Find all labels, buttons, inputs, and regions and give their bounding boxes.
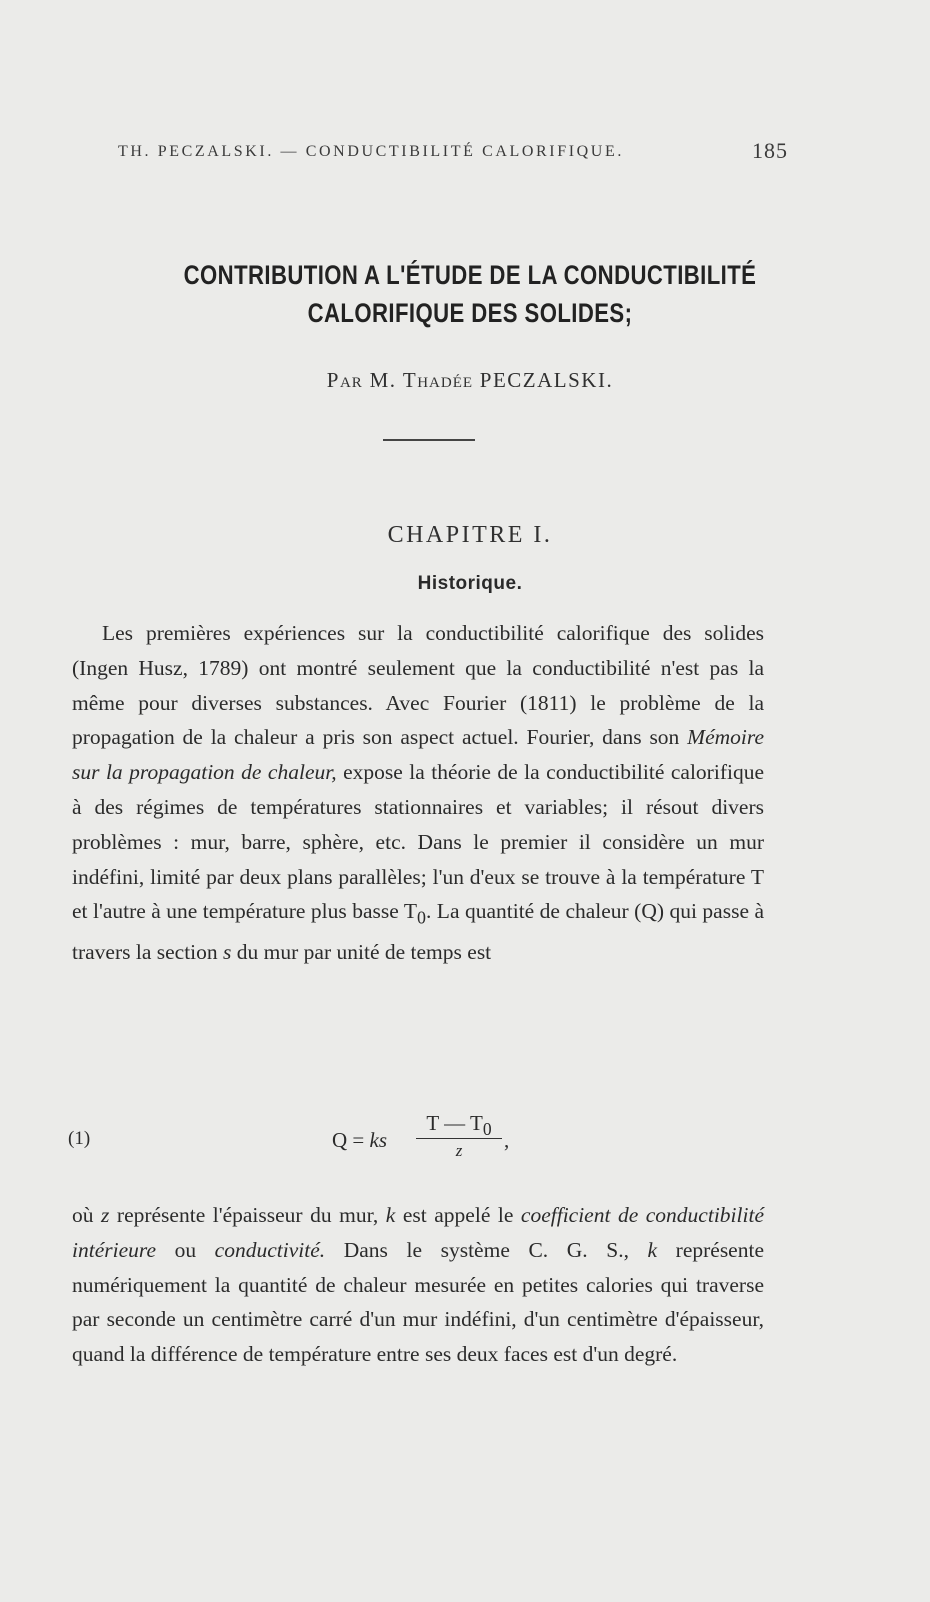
equation-lhs (332, 1128, 387, 1153)
equation-comma: , (504, 1128, 510, 1152)
p1-subscript-0: 0 (417, 907, 426, 928)
p2-text-c: est appelé le (395, 1203, 521, 1227)
author-line (100, 368, 840, 393)
title-line-2: CALORIFIQUE DES SOLIDES; (307, 298, 633, 328)
paragraph-1 (72, 616, 764, 970)
p1-text-c: . La quantité de chaleur (Q) qui passe à travers la section (72, 899, 765, 965)
article-title (167, 256, 774, 332)
title-line-1: CONTRIBUTION A L'ÉTUDE DE LA CONDUCTIBILITÉ (183, 260, 757, 290)
author-first-cap: T (402, 368, 418, 392)
eq-q: Q = (332, 1128, 370, 1152)
chapter-heading: CHAPITRE I. (387, 522, 553, 548)
paragraph-2 (72, 1198, 764, 1372)
p2-symbol-z: z (101, 1203, 110, 1227)
p2-term-coefficient: coefficient de conductibilité intérieure (72, 1203, 764, 1262)
author-surname: PECZALSKI. (479, 368, 614, 392)
fraction-numerator (416, 1111, 502, 1140)
page-number: 185 (752, 138, 788, 163)
p1-text-d: du mur par unité de temps est (231, 940, 492, 965)
fraction-denominator: z (455, 1141, 463, 1160)
p2-term-conductivite: conductivité. (214, 1237, 326, 1262)
running-head-text: TH. PECZALSKI. — CONDUCTIBILITÉ CALORIFIQUE. (118, 143, 624, 160)
equation-fraction (416, 1112, 502, 1160)
p2-text-b: représente l'épaisseur du mur, (109, 1203, 386, 1227)
title-divider (383, 439, 475, 441)
equation-1 (60, 1112, 780, 1172)
p1-text-a: Les premières expériences sur la conductibilité calorifique des solides (Ingen Husz, 1789) ont montré seulement que la conductibilité n'est pas la même pour diverses substances. Avec Fourier (1811) le problème de la propagation de la chaleur a pris son aspect actuel. Fourier, dans son (72, 621, 764, 750)
p2-symbol-k2: k (647, 1237, 658, 1262)
p1-memoire-title: Mémoire sur la propagation de chaleur, (72, 725, 764, 785)
p2-text-a: où (72, 1203, 102, 1227)
chapter-subtitle: Historique. (417, 573, 523, 594)
eq-ks: ks (369, 1128, 388, 1152)
p1-text-b: expose la théorie de la conductibilité calorifique à des régimes de températures stationnaires et variables; il résout divers problèmes : mur, barre, sphère, etc. Dans le premier il considère un mur indéfini, limité par deux plans parallèles; l'un d'eux se trouve à la température T et l'autre à une température plus basse T (72, 760, 764, 924)
p2-text-d: ou (155, 1237, 215, 1262)
eq-numerator-text: T — T (426, 1111, 483, 1135)
equation-label: (1) (68, 1128, 91, 1149)
running-head (118, 138, 788, 163)
author-initial: M. (369, 368, 397, 392)
eq-numerator-sub: 0 (482, 1119, 492, 1140)
p1-symbol-s: s (223, 940, 232, 965)
author-first-rest: HADÉE (417, 375, 474, 391)
p2-text-f: représente numériquement la quantité de chaleur mesurée en petites calories qui traverse par seconde un centimètre carré d'un mur indéfini, d'un centimètre d'épaisseur, quand la différence de température entre ses deux faces est d'un degré. (72, 1237, 764, 1367)
p2-symbol-k1: k (385, 1203, 396, 1227)
author-prefix-rest: AR (339, 375, 363, 391)
author-prefix-cap: P (326, 368, 340, 392)
p2-text-e: Dans le système C. G. S., (325, 1237, 648, 1262)
